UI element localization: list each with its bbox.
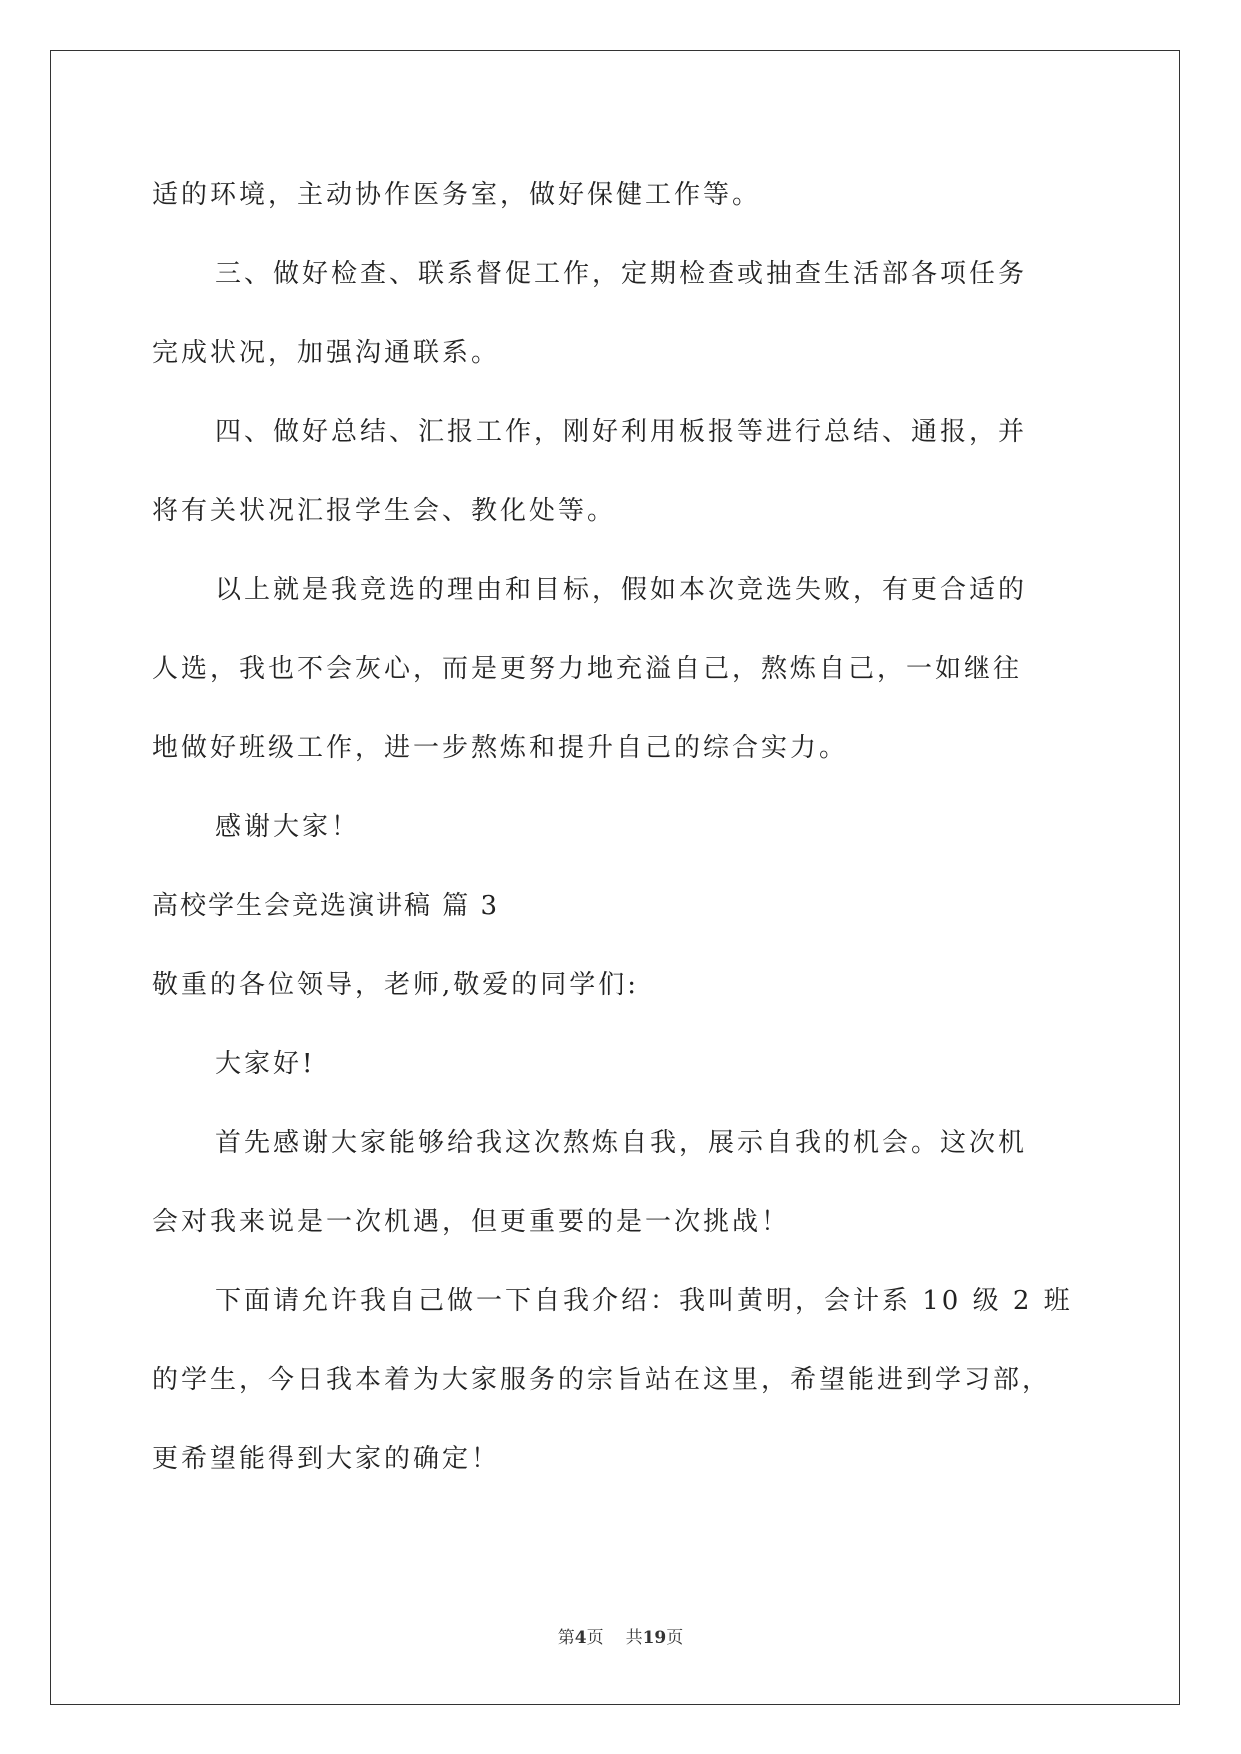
page-number: 4 — [574, 1628, 587, 1648]
total-suffix: 页 — [666, 1628, 684, 1648]
page-footer — [0, 1623, 1241, 1648]
paragraph-line: 大家好! — [215, 1049, 316, 1079]
total-prefix: 共 — [625, 1628, 643, 1648]
page-prefix: 第 — [557, 1628, 575, 1648]
paragraph-line: 下面请允许我自己做一下自我介绍：我叫黄明，会计系 10 级 2 班 — [215, 1286, 1073, 1316]
salutation-line: 敬重的各位领导，老师,敬爱的同学们: — [152, 970, 640, 1000]
paragraph-line: 地做好班级工作，进一步熬炼和提升自己的综合实力。 — [152, 733, 849, 763]
section-heading: 高校学生会竞选演讲稿 篇 3 — [152, 891, 500, 921]
paragraph-line: 三、做好检查、联系督促工作，定期检查或抽查生活部各项任务 — [215, 259, 1028, 289]
paragraph-line: 首先感谢大家能够给我这次熬炼自我，展示自我的机会。这次机 — [215, 1128, 1028, 1158]
paragraph-line: 人选，我也不会灰心，而是更努力地充溢自己，熬炼自己，一如继往 — [152, 654, 1023, 684]
paragraph-line: 更希望能得到大家的确定！ — [152, 1444, 501, 1474]
page-suffix: 页 — [586, 1628, 604, 1648]
total-pages: 19 — [642, 1628, 667, 1648]
paragraph-line: 适的环境，主动协作医务室，做好保健工作等。 — [152, 180, 762, 210]
document-body — [152, 156, 1112, 1499]
paragraph-line: 将有关状况汇报学生会、教化处等。 — [152, 496, 617, 526]
paragraph-line: 四、做好总结、汇报工作，刚好利用板报等进行总结、通报，并 — [215, 417, 1028, 447]
paragraph-line: 的学生，今日我本着为大家服务的宗旨站在这里，希望能进到学习部， — [152, 1365, 1052, 1395]
paragraph-line: 完成状况，加强沟通联系。 — [152, 338, 501, 368]
paragraph-line: 以上就是我竞选的理由和目标，假如本次竞选失败，有更合适的 — [215, 575, 1028, 605]
paragraph-line: 感谢大家！ — [215, 812, 361, 842]
paragraph-line: 会对我来说是一次机遇，但更重要的是一次挑战！ — [152, 1207, 791, 1237]
